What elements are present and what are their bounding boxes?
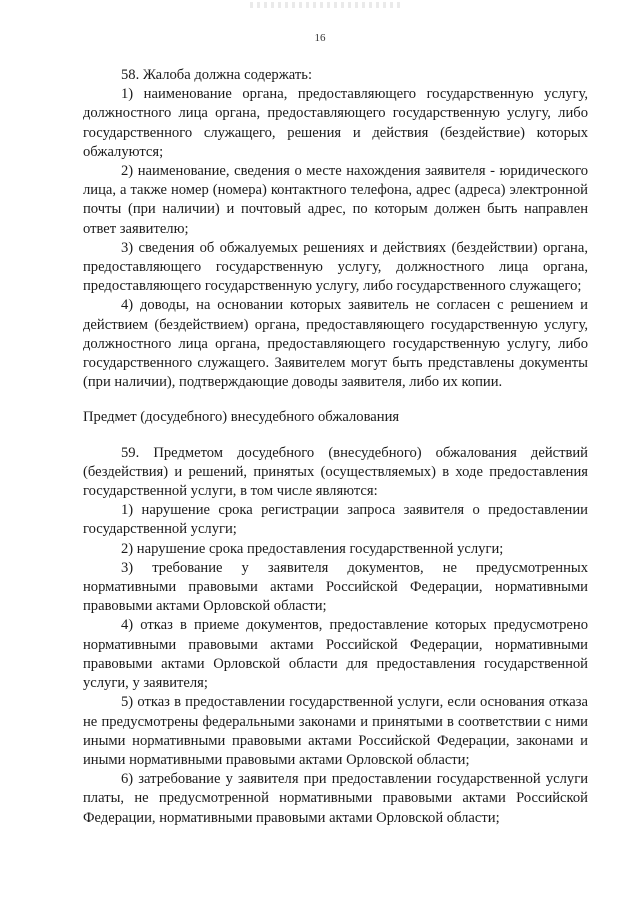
clause-59-item-6: 6) затребование у заявителя при предоставлении государственной услуги платы, не предусмотренной нормативными правовыми актами Российской Федерации, нормативными правовыми актами Орловской области; — [83, 771, 588, 826]
document-body — [83, 66, 588, 828]
clause-59-item-1: 1) нарушение срока регистрации запроса заявителя о предоставлении государственной услуги; — [83, 502, 588, 538]
clause-58-item-2: 2) наименование, сведения о месте нахождения заявителя - юридического лица, а также номер (номера) контактного телефона, адрес (адреса) электронной почты (при наличии) и почтовый адрес, по которым должен быть направлен ответ заявителю; — [83, 163, 588, 237]
clause-59-item-3: 3) требование у заявителя документов, не предусмотренных нормативными правовыми актами Российской Федерации, нормативными правовыми актами Орловской области; — [83, 559, 588, 615]
clause-58-intro: 58. Жалоба должна содержать: — [121, 67, 312, 83]
section-heading: Предмет (досудебного) внесудебного обжалования — [83, 409, 400, 426]
clause-58-item-4: 4) доводы, на основании которых заявитель не согласен с решением и действием (бездействием) органа, предоставляющего государственную услугу, должностного лица органа, предоставляющего государственную услугу, либо государственного служащего. Заявителем могут быть представлены документы (при наличии), подтверждающие доводы заявителя, либо их копии. — [83, 297, 588, 391]
clause-59-item-2: 2) нарушение срока предоставления государственной услуги; — [121, 540, 504, 557]
scan-artifact — [250, 2, 400, 8]
clause-59-intro: 59. Предметом досудебного (внесудебного) обжалования действий (бездействия) и решений, принятых (осуществляемых) в ходе предоставления государственной услуги, в том числе являются: — [83, 444, 588, 500]
clause-59-item-4: 4) отказ в приеме документов, предоставление которых предусмотрено нормативными правовыми актами Российской Федерации, нормативными правовыми актами Орловской области для предоставления государственной услуги, у заявителя; — [83, 617, 588, 692]
clause-58-item-3: 3) сведения об обжалуемых решениях и действиях (бездействии) органа, предоставляющего государственную услугу, должностного лица органа, предоставляющего государственную услугу, либо государственного служащего; — [83, 239, 588, 295]
clause-58-item-1: 1) наименование органа, предоставляющего государственную услугу, должностного лица органа, предоставляющего государственную услугу, либо государственного служащего, решения и действия (бездействие) которых обжалуются; — [83, 86, 588, 160]
clause-59-item-5: 5) отказ в предоставлении государственной услуги, если основания отказа не предусмотрены федеральными законами и принятыми в соответствии с ними иными нормативными правовыми актами Российской Федерации, законами и иными нормативными правовыми актами Орловской области; — [83, 694, 588, 768]
page-number: 16 — [314, 32, 326, 44]
